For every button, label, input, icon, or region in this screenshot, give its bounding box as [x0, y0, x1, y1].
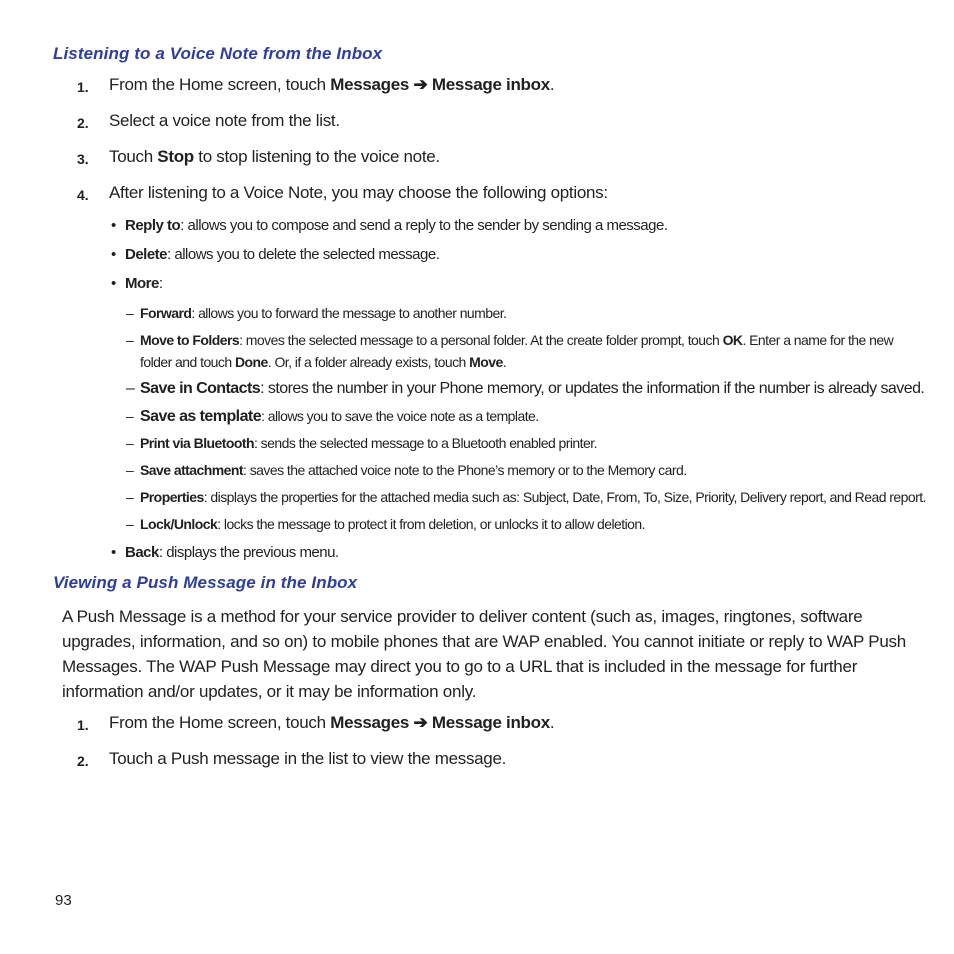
step-text: From the Home screen, touch Messages ➔ Message inbox.: [109, 75, 555, 94]
sub-option-save-in-contacts: – Save in Contacts: stores the number in your Phone memory, or updates the information if the number is already saved.: [126, 380, 925, 397]
paragraph-line: A Push Message is a method for your service provider to deliver content (such as, images, ringtones, software: [62, 607, 863, 626]
sub-option-move-to-folders: – Move to Folders: moves the selected message to a personal folder. At the create folder prompt, touch OK. Enter a name for the new: [126, 332, 894, 348]
sub-option-forward: – Forward: allows you to forward the message to another number.: [126, 305, 507, 321]
step-number: 4.: [77, 187, 89, 203]
step-text: Touch Stop to stop listening to the voice note.: [109, 147, 440, 166]
step-number: 2.: [77, 753, 89, 769]
step-text: From the Home screen, touch Messages ➔ Message inbox.: [109, 713, 555, 732]
sub-option-save-attachment: – Save attachment: saves the attached voice note to the Phone’s memory or to the Memory card.: [126, 462, 687, 478]
sub-option-properties: – Properties: displays the properties for the attached media such as: Subject, Date, From, To, Size, Priority, Delivery report, and Read report.: [126, 489, 926, 505]
section-heading-push-message: Viewing a Push Message in the Inbox: [53, 573, 358, 592]
step-text: Touch a Push message in the list to view the message.: [109, 749, 507, 768]
sub-option-save-as-template: – Save as template: allows you to save the voice note as a template.: [126, 408, 539, 425]
sub-option-lock-unlock: – Lock/Unlock: locks the message to protect it from deletion, or unlocks it to allow deletion.: [126, 516, 645, 532]
sub-option-print-via-bluetooth: – Print via Bluetooth: sends the selected message to a Bluetooth enabled printer.: [126, 435, 597, 451]
step-number: 2.: [77, 115, 89, 131]
paragraph-line: upgrades, information, and so on) to mobile phones that are WAP enabled. You cannot initiate or reply to WAP Push: [62, 632, 907, 651]
step-text: After listening to a Voice Note, you may choose the following options:: [109, 183, 608, 202]
step-number: 3.: [77, 151, 89, 167]
sub-option-move-to-folders-continued: folder and touch Done. Or, if a folder already exists, touch Move.: [140, 354, 507, 370]
paragraph-line: information and/or updates, or it may be information only.: [62, 682, 477, 701]
section-heading-voice-note: Listening to a Voice Note from the Inbox: [53, 44, 383, 63]
option-bullet-back: • Back: displays the previous menu.: [111, 544, 339, 561]
paragraph-line: Messages. The WAP Push Message may direct you to go to a URL that is included in the message for further: [62, 657, 858, 676]
page-number: 93: [55, 892, 72, 909]
option-bullet-delete: • Delete: allows you to delete the selected message.: [111, 246, 440, 263]
step-number: 1.: [77, 717, 89, 733]
option-bullet-reply: • Reply to: allows you to compose and send a reply to the sender by sending a message.: [111, 217, 668, 234]
option-bullet-more: • More:: [111, 275, 163, 292]
step-number: 1.: [77, 79, 89, 95]
step-text: Select a voice note from the list.: [109, 111, 340, 130]
